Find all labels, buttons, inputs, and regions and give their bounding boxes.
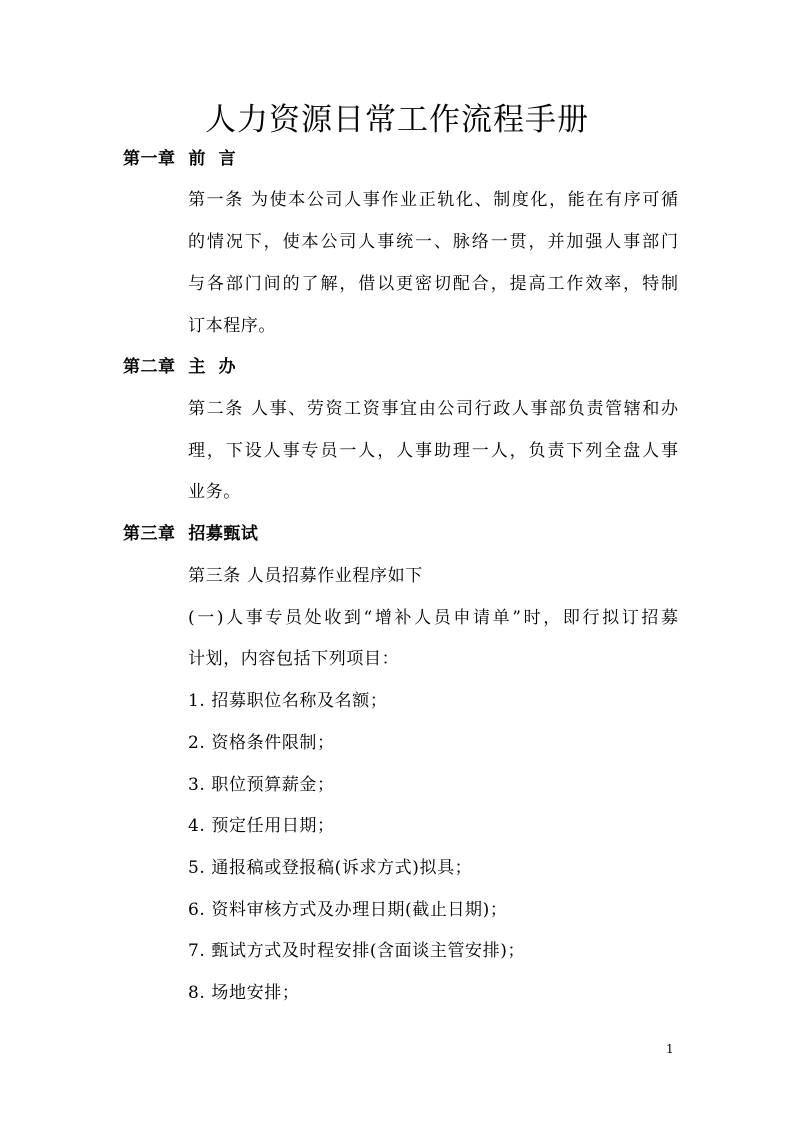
chapter-heading: 第二章 主 办 (123, 357, 237, 377)
list-item: 4. 预定任用日期； (188, 816, 335, 836)
list-item: 7. 甄试方式及时程安排(含面谈主管安排)； (188, 941, 526, 961)
paragraph-line: 第一条 为使本公司人事作业正轨化、制度化，能在有序可循 (188, 190, 678, 210)
clause-line: 计划，内容包括下列项目： (188, 649, 400, 669)
paragraph-line: 第二条 人事、劳资工资事宜由公司行政人事部负责管辖和办 (188, 399, 678, 419)
paragraph-line: 业务。 (188, 482, 241, 502)
page-number: 1 (666, 1042, 674, 1056)
chapter-heading: 第三章 招募甄试 (123, 524, 259, 544)
document-title: 人力资源日常工作流程手册 (205, 102, 589, 138)
paragraph-line: 与各部门间的了解，借以更密切配合，提高工作效率，特制 (188, 274, 678, 294)
paragraph-line: 理，下设人事专员一人，人事助理一人，负责下列全盘人事 (188, 441, 678, 461)
clause-line: (一)人事专员处收到“增补人员申请单”时，即行拟订招募 (188, 608, 678, 628)
article-line: 第三条 人员招募作业程序如下 (188, 566, 423, 586)
list-item: 5. 通报稿或登报稿(诉求方式)拟具； (188, 858, 473, 878)
list-item: 6. 资料审核方式及办理日期(截止日期)； (188, 900, 508, 920)
list-item: 1. 招募职位名称及名额； (188, 691, 388, 711)
paragraph-line: 的情况下，使本公司人事统一、脉络一贯，并加强人事部门 (188, 232, 678, 252)
list-item: 2. 资格条件限制； (188, 733, 335, 753)
paragraph-line: 订本程序。 (188, 316, 276, 336)
chapter-heading: 第一章 前 言 (123, 149, 237, 169)
list-item: 8. 场地安排； (188, 983, 300, 1003)
list-item: 3. 职位预算薪金； (188, 775, 335, 795)
